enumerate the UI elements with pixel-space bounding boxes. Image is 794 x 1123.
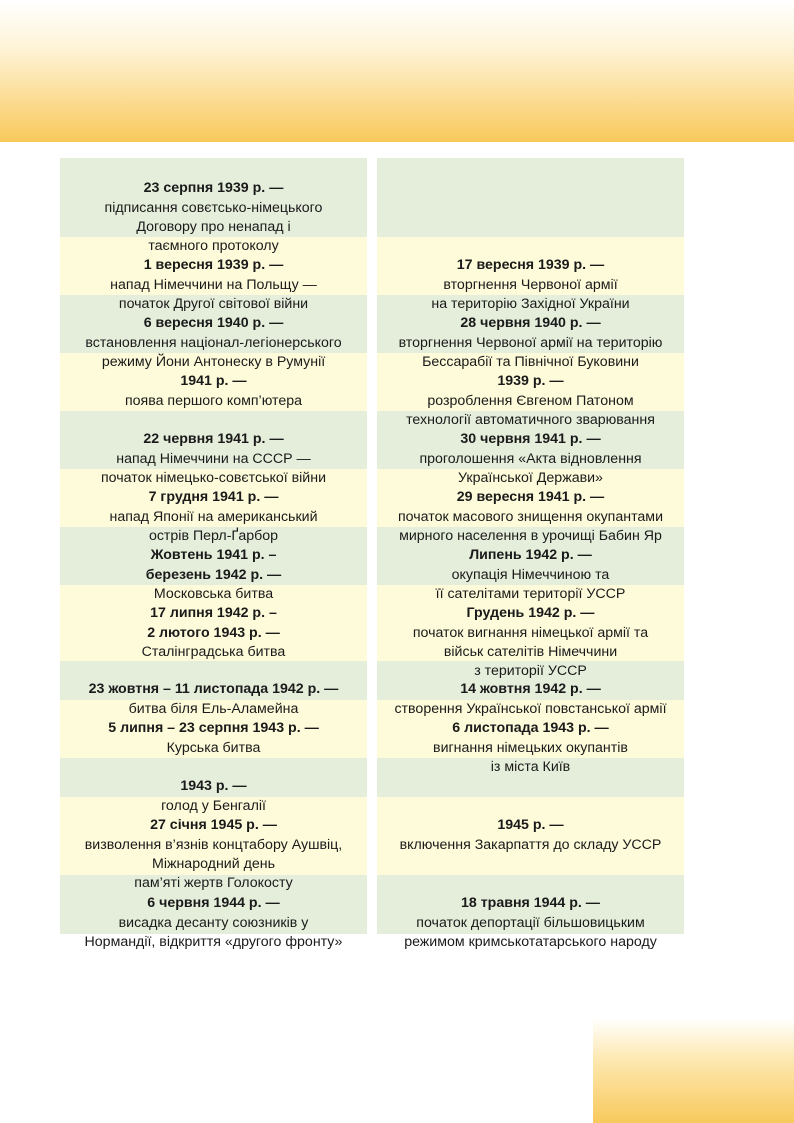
timeline-entry-empty bbox=[377, 158, 684, 237]
entry-description: вторгнення Червоної армії на територію Західної України bbox=[431, 276, 630, 312]
entry-date: 27 січня 1945 р. — bbox=[150, 817, 277, 834]
timeline-entry bbox=[60, 758, 367, 814]
entry-description: вторгнення Червоної армії на територію Бессарабії та Північної Буковини bbox=[398, 334, 663, 370]
top-decorative-band bbox=[0, 0, 794, 142]
entry-date: 5 липня – 23 серпня 1943 р. — bbox=[108, 720, 319, 737]
entry-description: напад Німеччини на СССР — початок німецько-совєтської війни bbox=[101, 450, 326, 486]
entry-date: 7 грудня 1941 р. — bbox=[148, 489, 279, 506]
entry-date: 28 червня 1940 р. — bbox=[460, 315, 601, 332]
entry-description: включення Закарпаття до складу УССР bbox=[399, 836, 662, 853]
entry-description: напад Німеччини на Польщу — початок Другої світової війни bbox=[110, 276, 317, 312]
entry-description: напад Японії на американський острів Перл-Ґарбор bbox=[109, 508, 318, 544]
timeline-column-ukraine bbox=[377, 158, 684, 950]
entry-date: 22 червня 1941 р. — bbox=[143, 431, 284, 448]
entry-date: Грудень 1942 р. — bbox=[466, 605, 595, 622]
entry-date: 14 жовтня 1942 р. — bbox=[460, 681, 601, 698]
entry-description: Сталінградська битва bbox=[141, 643, 286, 660]
entry-date: 23 серпня 1939 р. — bbox=[143, 180, 284, 197]
entry-date: 30 червня 1941 р. — bbox=[460, 431, 601, 448]
entry-description: встановлення націонал-легіонерського режиму Йони Антонеску в Румунії bbox=[85, 334, 342, 370]
entry-date: 1 вересня 1939 р. — bbox=[143, 257, 284, 274]
entry-date: 23 жовтня – 11 листопада 1942 р. — bbox=[88, 681, 339, 698]
entry-description: Московська битва bbox=[153, 585, 274, 602]
entry-date: 17 липня 1942 р. – 2 лютого 1943 р. — bbox=[147, 605, 280, 641]
timeline-column-world bbox=[60, 158, 367, 950]
entry-date: 18 травня 1944 р. — bbox=[461, 895, 600, 912]
entry-description: підписання совєтсько-німецького Договору про ненапад і таємного протоколу bbox=[104, 199, 323, 255]
entry-description: визволення в’язнів концтабору Аушвіц, Міжнародний день пам’яті жертв Голокосту bbox=[84, 836, 343, 892]
timeline-entry bbox=[377, 875, 684, 950]
entry-date: 6 листопада 1943 р. — bbox=[452, 720, 609, 737]
timeline-entry bbox=[60, 411, 367, 486]
entry-description: початок депортації більшовицьким режимом кримськотатарського народу bbox=[404, 914, 657, 950]
entry-description: битва біля Ель-Аламейна bbox=[128, 700, 299, 717]
timeline-entry bbox=[60, 661, 367, 717]
entry-description: вигнання німецьких окупантів із міста Київ bbox=[433, 739, 628, 775]
entry-description: окупація Німеччиною та її сателітами території УССР bbox=[435, 566, 626, 602]
entry-date: 1945 р. — bbox=[497, 817, 564, 834]
entry-description: голод у Бенгалії bbox=[161, 797, 266, 814]
entry-description: Курська битва bbox=[166, 739, 261, 756]
entry-description: початок масового знищення окупантами мирного населення в урочищі Бабин Яр bbox=[398, 508, 663, 544]
entry-description: поява першого комп’ютера bbox=[124, 392, 303, 409]
entry-description: висадка десанту союзників у Нормандії, відкриття «другого фронту» bbox=[84, 914, 343, 950]
entry-date: Липень 1942 р. — bbox=[469, 547, 592, 564]
entry-date: 1939 р. — bbox=[497, 373, 564, 390]
entry-date: 17 вересня 1939 р. — bbox=[456, 257, 605, 274]
entry-description: розроблення Євгеном Патоном технології автоматичного зварювання bbox=[406, 392, 655, 428]
entry-date: 1943 р. — bbox=[180, 778, 247, 795]
entry-date: 6 червня 1944 р. — bbox=[147, 895, 280, 912]
entry-date: 6 вересня 1940 р. — bbox=[143, 315, 284, 332]
entry-description: створення Української повстанської армії bbox=[394, 700, 667, 717]
entry-date: 29 вересня 1941 р. — bbox=[456, 489, 605, 506]
entry-date: Жовтень 1941 р. – березень 1942 р. — bbox=[145, 547, 282, 583]
timeline-entry bbox=[377, 237, 684, 312]
corner-decorative-band bbox=[593, 1018, 794, 1123]
entry-date: 1941 р. — bbox=[180, 373, 247, 390]
timeline-entry bbox=[377, 797, 684, 875]
timeline-entry bbox=[60, 158, 367, 255]
entry-description: початок вигнання німецької армії та військ сателітів Німеччини з території УССР bbox=[412, 624, 649, 680]
entry-description: проголошення «Акта відновлення Української Держави» bbox=[419, 450, 642, 486]
